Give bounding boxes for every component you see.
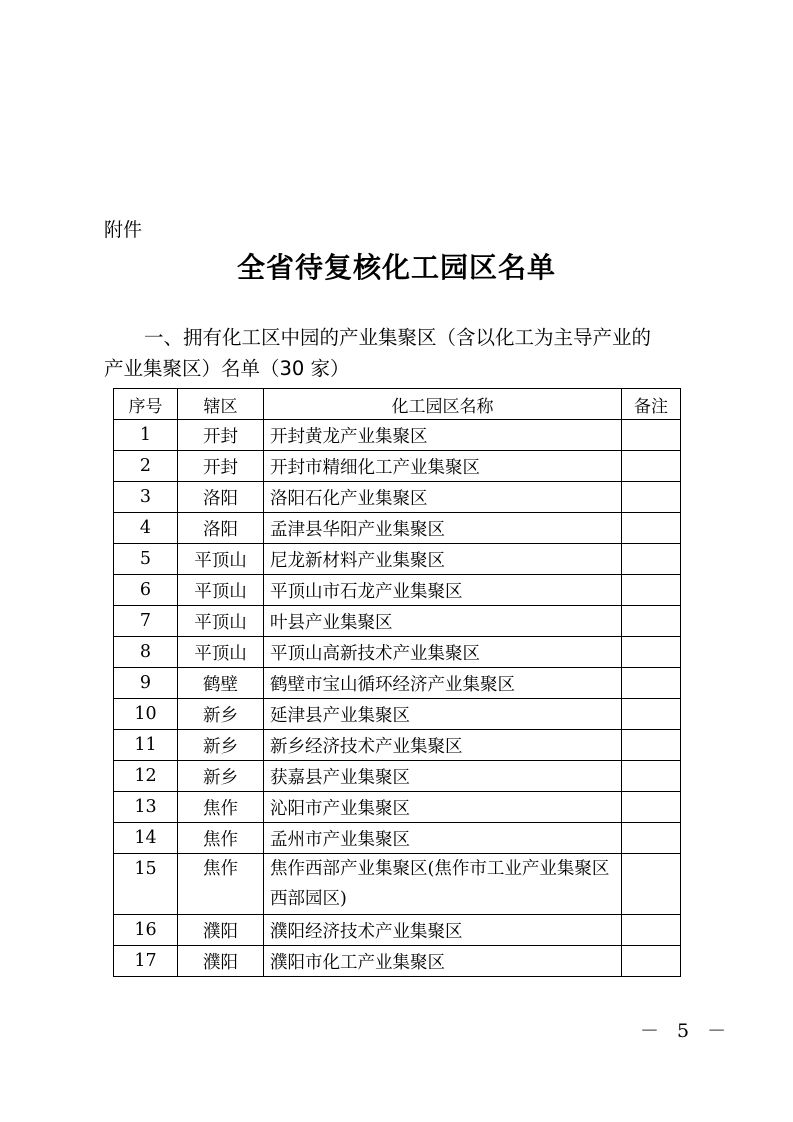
row-park-name: 叶县产业集聚区 (264, 606, 622, 637)
row-note (622, 699, 681, 730)
table-row (114, 637, 681, 668)
table-row (114, 823, 681, 854)
table-row (114, 761, 681, 792)
table-row (114, 575, 681, 606)
section-heading-line-2: 产业集聚区）名单（30 家） (104, 357, 350, 380)
row-note (622, 730, 681, 761)
table-header-row (114, 389, 681, 420)
table-row (114, 451, 681, 482)
row-note (622, 451, 681, 482)
row-number: 12 (114, 761, 178, 792)
table-row (114, 482, 681, 513)
row-note (622, 823, 681, 854)
table-row (114, 420, 681, 451)
row-district: 平顶山 (178, 606, 264, 637)
row-park-name: 尼龙新材料产业集聚区 (264, 544, 622, 575)
row-number: 13 (114, 792, 178, 823)
table-row (114, 513, 681, 544)
table-row (114, 792, 681, 823)
row-park-name: 新乡经济技术产业集聚区 (264, 730, 622, 761)
table-row (114, 544, 681, 575)
row-district: 新乡 (178, 761, 264, 792)
row-note (622, 606, 681, 637)
row-note (622, 544, 681, 575)
row-park-name: 延津县产业集聚区 (264, 699, 622, 730)
row-district: 洛阳 (178, 482, 264, 513)
section-heading-line-1: 一、拥有化工区中园的产业集聚区（含以化工为主导产业的 (144, 326, 652, 349)
header-note: 备注 (622, 389, 681, 420)
row-park-name: 开封黄龙产业集聚区 (264, 420, 622, 451)
table-row (114, 730, 681, 761)
row-note (622, 668, 681, 699)
row-number: 4 (114, 513, 178, 544)
row-district: 平顶山 (178, 544, 264, 575)
row-number: 7 (114, 606, 178, 637)
row-park-name: 焦作西部产业集聚区(焦作市工业产业集聚区西部园区) (264, 854, 622, 915)
section-heading (104, 322, 694, 384)
row-district: 平顶山 (178, 637, 264, 668)
table-row (114, 915, 681, 946)
row-park-name: 濮阳市化工产业集聚区 (264, 946, 622, 977)
row-number: 6 (114, 575, 178, 606)
row-note (622, 792, 681, 823)
row-district: 新乡 (178, 699, 264, 730)
row-district: 新乡 (178, 730, 264, 761)
row-number: 11 (114, 730, 178, 761)
row-district: 洛阳 (178, 513, 264, 544)
header-no: 序号 (114, 389, 178, 420)
row-district: 焦作 (178, 792, 264, 823)
row-number: 9 (114, 668, 178, 699)
row-district: 濮阳 (178, 946, 264, 977)
row-district: 鹤壁 (178, 668, 264, 699)
row-district: 焦作 (178, 854, 264, 915)
row-note (622, 637, 681, 668)
row-park-name: 孟州市产业集聚区 (264, 823, 622, 854)
row-number: 15 (114, 854, 178, 915)
row-note (622, 575, 681, 606)
row-park-name: 获嘉县产业集聚区 (264, 761, 622, 792)
row-note (622, 482, 681, 513)
row-note (622, 761, 681, 792)
row-park-name: 平顶山高新技术产业集聚区 (264, 637, 622, 668)
table-row (114, 946, 681, 977)
row-note (622, 915, 681, 946)
row-number: 16 (114, 915, 178, 946)
row-note (622, 513, 681, 544)
row-district: 开封 (178, 451, 264, 482)
row-park-name: 濮阳经济技术产业集聚区 (264, 915, 622, 946)
row-number: 5 (114, 544, 178, 575)
page-number: － 5 － (640, 1020, 733, 1042)
row-number: 14 (114, 823, 178, 854)
chemical-park-table (113, 388, 681, 977)
row-number: 1 (114, 420, 178, 451)
row-number: 10 (114, 699, 178, 730)
table-row (114, 606, 681, 637)
table-row (114, 668, 681, 699)
row-park-name: 孟津县华阳产业集聚区 (264, 513, 622, 544)
row-note (622, 946, 681, 977)
row-number: 3 (114, 482, 178, 513)
row-number: 2 (114, 451, 178, 482)
row-district: 平顶山 (178, 575, 264, 606)
row-note (622, 420, 681, 451)
row-park-name: 鹤壁市宝山循环经济产业集聚区 (264, 668, 622, 699)
row-district: 开封 (178, 420, 264, 451)
row-park-name: 洛阳石化产业集聚区 (264, 482, 622, 513)
row-park-name: 沁阳市产业集聚区 (264, 792, 622, 823)
document-title: 全省待复核化工园区名单 (236, 251, 556, 284)
row-note (622, 854, 681, 915)
row-park-name: 平顶山市石龙产业集聚区 (264, 575, 622, 606)
header-district: 辖区 (178, 389, 264, 420)
table-row (114, 699, 681, 730)
header-name: 化工园区名称 (264, 389, 622, 420)
row-number: 17 (114, 946, 178, 977)
table-row (114, 854, 681, 915)
row-district: 濮阳 (178, 915, 264, 946)
row-park-name: 开封市精细化工产业集聚区 (264, 451, 622, 482)
row-district: 焦作 (178, 823, 264, 854)
row-number: 8 (114, 637, 178, 668)
attachment-label: 附件 (104, 219, 143, 241)
